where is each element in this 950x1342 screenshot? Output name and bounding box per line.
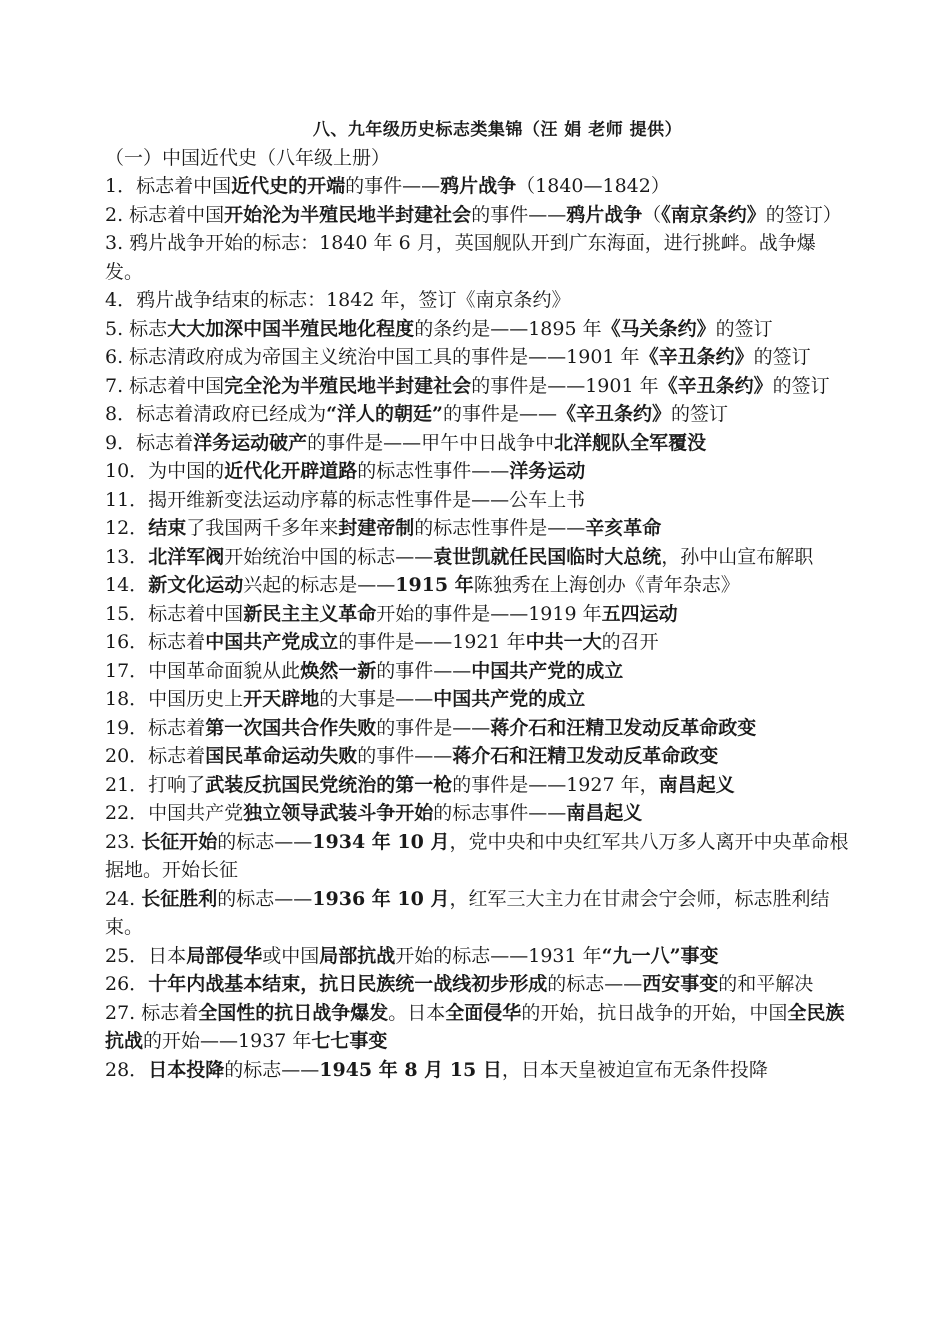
text-run: 的事件是——	[442, 403, 557, 425]
text-run: 的标志性事件是——	[414, 517, 586, 539]
bold-text: 1934 年 10 月	[312, 830, 450, 853]
text-run: 7. 标志着中国	[105, 374, 225, 397]
bold-text: 近代史的开端	[231, 175, 346, 197]
text-run: 的标志性事件——	[357, 460, 510, 482]
text-run: 11．揭开维新变法运动序幕的标志性事件是——公车上书	[105, 488, 586, 511]
text-run: 的事件是——1921 年	[338, 631, 526, 653]
text-run: 开始的标志——1931 年	[395, 944, 602, 967]
text-run: ，日本天皇被迫宣布无条件投降	[501, 1058, 768, 1081]
bold-text: 封建帝制	[338, 517, 415, 539]
list-item	[105, 942, 850, 971]
text-run: 5. 标志	[105, 317, 168, 340]
text-run: 的标志——	[217, 887, 313, 910]
text-run: 18．中国历史上	[105, 688, 244, 710]
list-item	[105, 172, 850, 201]
bold-text: 长征开始	[141, 830, 218, 853]
text-run: ，党中央和中央红军共八万多人离开中央革命根据地。开始长征	[105, 830, 849, 881]
bold-text: 《辛丑条约》	[556, 403, 671, 425]
bold-text: 洋务运动破产	[193, 431, 308, 454]
text-run: 的事件是——1901 年	[471, 374, 659, 397]
text-run: 开始的事件是——1919 年	[376, 602, 602, 625]
bold-text: 《辛丑条约》	[658, 374, 773, 397]
document-title: 八、九年级历史标志类集锦（汪 娟 老师 提供）	[312, 120, 683, 140]
text-run: （1840—1842）	[516, 175, 670, 197]
list-item	[105, 372, 850, 401]
list-item	[105, 400, 850, 429]
bold-text: 西安事变	[642, 973, 719, 995]
text-run: 28．	[105, 1058, 149, 1081]
text-run: 2. 标志着中国	[105, 203, 225, 226]
list-item	[105, 543, 850, 572]
bold-text: 长征胜利	[141, 887, 218, 910]
list-item	[105, 742, 850, 771]
bold-text: 南昌起义	[566, 802, 643, 824]
text-run: 4．鸦片战争结束的标志：1842 年，签订《南京条约》	[105, 289, 571, 311]
text-run: 的事件是——1927 年，	[452, 773, 659, 796]
text-run: 的事件是——	[376, 716, 491, 739]
text-run: 13．	[105, 545, 149, 568]
text-run: 24.	[105, 887, 142, 910]
text-run: 17．中国革命面貌从此	[105, 659, 301, 682]
bold-text: 完全沦为半殖民地半封建社会	[224, 374, 472, 397]
text-run: 6. 标志清政府成为帝国主义统治中国工具的事件是——1901 年	[105, 346, 640, 368]
text-run: 的事件——	[345, 175, 441, 197]
bold-text: 鸦片战争	[566, 203, 643, 226]
bold-text: 近代化开辟道路	[224, 460, 358, 482]
text-run: 的开始，抗日战争的开始，中国	[521, 1001, 788, 1024]
bold-text: 局部侵华	[186, 944, 263, 967]
document-body	[105, 115, 850, 1084]
text-run: 的签订	[753, 346, 811, 368]
bold-text: 焕然一新	[300, 659, 377, 682]
text-run: 的标志——	[217, 830, 313, 853]
bold-text: 《南京条约》	[661, 203, 766, 226]
text-run: 的标志事件——	[433, 802, 567, 824]
list-item	[105, 628, 850, 657]
text-run: 或中国	[262, 944, 320, 967]
text-run: 的开始——1937 年	[143, 1030, 312, 1052]
text-run: 16．标志着	[105, 631, 206, 653]
bold-text: 1945 年 8 月 15 日	[319, 1058, 502, 1081]
item-list	[105, 172, 850, 1084]
list-item	[105, 999, 850, 1056]
text-run: 19．标志着	[105, 716, 206, 739]
bold-text: 中国共产党的成立	[471, 659, 624, 682]
text-run: 21．打响了	[105, 773, 206, 796]
text-run: 1．标志着中国	[105, 175, 232, 197]
text-run: 兴起的标志是——	[243, 574, 396, 596]
text-run: 22．中国共产党	[105, 802, 244, 824]
text-run: 8．标志着清政府已经成为	[105, 403, 327, 425]
list-item	[105, 343, 850, 372]
list-item	[105, 799, 850, 828]
text-run: 27. 标志着	[105, 1001, 199, 1024]
text-run: 的事件——	[357, 745, 453, 767]
list-item	[105, 970, 850, 999]
list-item	[105, 429, 850, 458]
text-run: （	[642, 203, 662, 226]
bold-text: 结束	[148, 517, 187, 539]
text-run: 14．	[105, 574, 149, 596]
bold-text: 辛亥革命	[585, 517, 662, 539]
text-run: 10．为中国的	[105, 460, 225, 482]
bold-text: 《辛丑条约》	[639, 346, 754, 368]
text-run: 25．日本	[105, 944, 187, 967]
list-item	[105, 201, 850, 230]
bold-text: 北洋舰队全军覆没	[554, 431, 707, 454]
list-item	[105, 885, 850, 942]
text-run: 。日本	[388, 1001, 446, 1024]
bold-text: 新民主主义革命	[243, 602, 377, 625]
bold-text: 全国性的抗日战争爆发	[198, 1001, 389, 1024]
text-run: 的和平解决	[718, 973, 814, 995]
bold-text: 独立领导武装斗争开始	[243, 802, 434, 824]
bold-text: 蒋介石和汪精卫发动反革命政变	[452, 745, 719, 767]
text-run: 了我国两千多年来	[186, 517, 339, 539]
text-run: 20．标志着	[105, 745, 206, 767]
text-run: 的标志——	[224, 1058, 320, 1081]
text-run: 23.	[105, 830, 142, 853]
bold-text: 北洋军阀	[148, 545, 225, 568]
text-run: 26．	[105, 973, 149, 995]
list-item	[105, 229, 850, 286]
bold-text: 五四运动	[601, 602, 678, 625]
list-item	[105, 486, 850, 515]
text-run: 9．标志着	[105, 431, 194, 454]
list-item	[105, 685, 850, 714]
text-run: ，孙中山宣布解职	[661, 545, 814, 568]
list-item	[105, 514, 850, 543]
list-item	[105, 714, 850, 743]
bold-text: 1915 年	[395, 574, 474, 596]
text-run: ，红军三大主力在甘肃会宁会师，标志胜利结束。	[105, 887, 830, 938]
text-run: 的签订	[670, 403, 728, 425]
bold-text: 南昌起义	[658, 773, 735, 796]
bold-text: 中国共产党成立	[205, 631, 339, 653]
list-item	[105, 828, 850, 885]
list-item	[105, 600, 850, 629]
list-item	[105, 1056, 850, 1085]
bold-text: 十年内战基本结束，抗日民族统一战线初步形成	[148, 973, 548, 995]
bold-text: 中国共产党的成立	[433, 688, 586, 710]
bold-text: 全民族抗战	[105, 1001, 845, 1052]
text-run: 的签订	[772, 374, 830, 397]
bold-text: 国民革命运动失败	[205, 745, 358, 767]
bold-text: 开始沦为半殖民地半封建社会	[224, 203, 472, 226]
bold-text: 新文化运动	[148, 574, 244, 596]
list-item	[105, 286, 850, 315]
text-run: 开始统治中国的标志——	[224, 545, 434, 568]
text-run: 的标志——	[547, 973, 643, 995]
text-run: 陈独秀在上海创办《青年杂志》	[473, 574, 740, 596]
bold-text: 大大加深中国半殖民地化程度	[167, 317, 415, 340]
text-run: 3. 鸦片战争开始的标志：1840 年 6 月，英国舰队开到广东海面，进行挑衅。战争爆发。	[105, 232, 816, 283]
bold-text: “洋人的朝廷”	[326, 403, 443, 425]
text-run: 的事件——	[376, 659, 472, 682]
list-item	[105, 571, 850, 600]
text-run: 的事件是——甲午中日战争中	[307, 431, 555, 454]
bold-text: 鸦片战争	[440, 175, 517, 197]
bold-text: 洋务运动	[509, 460, 586, 482]
bold-text: 中共一大	[525, 631, 602, 653]
text-run: 的大事是——	[319, 688, 434, 710]
list-item	[105, 315, 850, 344]
text-run: 12．	[105, 517, 149, 539]
bold-text: 局部抗战	[319, 944, 396, 967]
text-run: 的事件——	[471, 203, 567, 226]
bold-text: 袁世凯就任民国临时大总统	[433, 545, 662, 568]
bold-text: 第一次国共合作失败	[205, 716, 377, 739]
text-run: 的签订	[715, 317, 773, 340]
bold-text: 蒋介石和汪精卫发动反革命政变	[490, 716, 757, 739]
bold-text: 全面侵华	[445, 1001, 522, 1024]
bold-text: 武装反抗国民党统治的第一枪	[205, 773, 453, 796]
bold-text: 七七事变	[311, 1030, 388, 1052]
bold-text: 日本投降	[148, 1058, 225, 1081]
section-heading: （一）中国近代史（八年级上册）	[105, 147, 391, 169]
bold-text: 开天辟地	[243, 688, 320, 710]
text-run: 的召开	[601, 631, 659, 653]
list-item	[105, 657, 850, 686]
bold-text: “九一八”事变	[601, 944, 719, 967]
text-run: 的签订）	[765, 203, 842, 226]
list-item	[105, 771, 850, 800]
bold-text: 《马关条约》	[601, 317, 716, 340]
text-run: 的条约是——1895 年	[414, 317, 602, 340]
text-run: 15．标志着中国	[105, 602, 244, 625]
bold-text: 1936 年 10 月	[312, 887, 450, 910]
list-item	[105, 457, 850, 486]
